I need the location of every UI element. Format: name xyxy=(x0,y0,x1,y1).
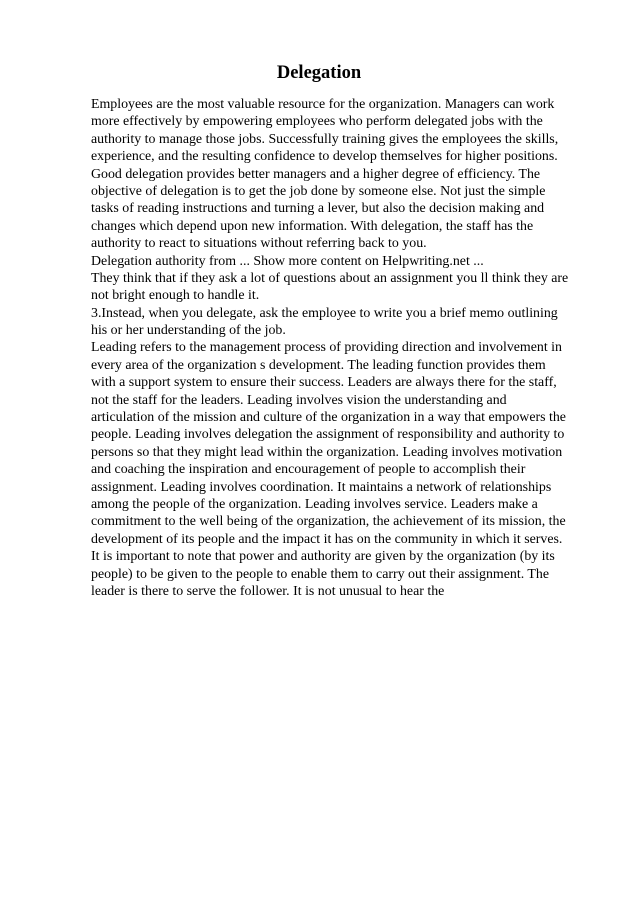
body-line: persons so that they might lead within the organization. Leading involves motivation xyxy=(91,444,563,460)
body-line: experience, and the resulting confidence to develop themselves for higher positions. xyxy=(91,149,558,165)
body-line: among the people of the organization. Leading involves service. Leaders make a xyxy=(91,496,538,512)
body-line: and coaching the inspiration and encouragement of people to accomplish their xyxy=(91,462,526,478)
body-line: development of its people and the impact it has on the community in which it serves. xyxy=(91,531,563,547)
body-line: his or her understanding of the job. xyxy=(91,323,286,339)
body-line: Good delegation provides better managers and a higher degree of efficiency. The xyxy=(91,166,541,182)
body-line: not bright enough to handle it. xyxy=(91,288,260,304)
body-line: tasks of reading instructions and turning a lever, but also the decision making and xyxy=(91,201,545,217)
body-line: people) to be given to the people to enable them to carry out their assignment. The xyxy=(91,566,549,582)
body-line: It is important to note that power and authority are given by the organization (by its xyxy=(91,549,555,565)
body-line: 3.Instead, when you delegate, ask the employee to write you a brief memo outlining xyxy=(91,305,558,321)
body-line: leader is there to serve the follower. It is not unusual to hear the xyxy=(91,583,445,599)
document-title: Delegation xyxy=(276,63,362,83)
body-line: changes which depend upon new information. With delegation, the staff has the xyxy=(91,218,534,234)
body-line: articulation of the mission and culture of the organization in a way that empowers the xyxy=(91,410,566,426)
body-line: people. Leading involves delegation the assignment of responsibility and authority to xyxy=(91,427,565,443)
body-line: They think that if they ask a lot of questions about an assignment you ll think they are xyxy=(91,270,569,286)
body-line: objective of delegation is to get the job done by someone else. Not just the simple xyxy=(91,183,546,199)
body-line: authority to manage those jobs. Successfully training gives the employees the skills, xyxy=(91,131,559,147)
body-line: authority to react to situations without referring back to you. xyxy=(91,236,427,252)
body-line: Leading refers to the management process of providing direction and involvement in xyxy=(91,340,562,356)
body-line: Employees are the most valuable resource for the organization. Managers can work xyxy=(91,97,555,112)
body-line: Delegation authority from ... Show more content on Helpwriting.net ... xyxy=(91,253,484,269)
document-body xyxy=(91,96,591,600)
body-line: commitment to the well being of the organization, the achievement of its mission, the xyxy=(91,514,566,530)
body-line: not the staff for the leaders. Leading involves vision the understanding and xyxy=(91,392,507,408)
body-line: with a support system to ensure their success. Leaders are always there for the staff, xyxy=(91,375,557,391)
body-line: more effectively by empowering employees who perform delegated jobs with the xyxy=(91,114,543,130)
body-line: assignment. Leading involves coordination. It maintains a network of relationships xyxy=(91,479,552,495)
body-line: every area of the organization s development. The leading function provides them xyxy=(91,357,546,373)
